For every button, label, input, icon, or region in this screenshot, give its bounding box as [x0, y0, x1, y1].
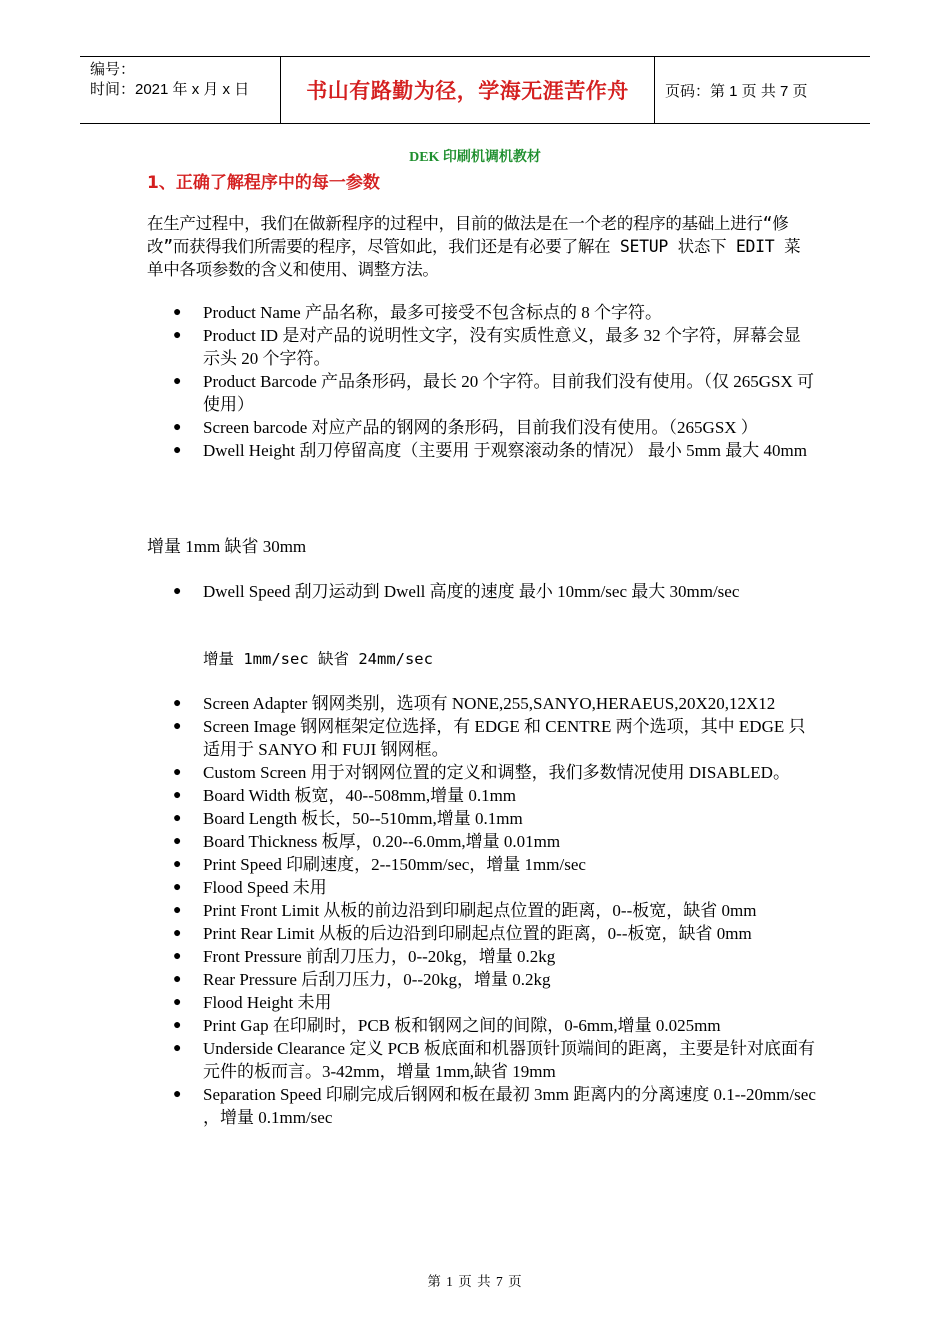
intro-paragraph: 在生产过程中，我们在做新程序的过程中，目前的做法是在一个老的程序的基础上进行“修改”而获得我们所需要的程序，尽管如此，我们还是有必要了解在 SETUP 状态下 EDIT 菜单中各项参数的含义和使用、调整方法。	[147, 214, 801, 279]
bullet-icon: ●	[173, 305, 182, 320]
list-item: ● Rear Pressure 后刮刀压力，0--20kg，增量 0.2kg	[173, 970, 551, 989]
list-item: ● Board Width 板宽，40--508mm,增量 0.1mm	[173, 786, 517, 805]
list-item: ● Product Barcode 产品条形码，最长 20 个字符。目前我们没有使用。（仅 265GSX 可使用）	[173, 372, 815, 414]
header-motto: 书山有路勤为径，学海无涯苦作舟	[281, 57, 655, 123]
bullet-icon: ●	[173, 788, 182, 803]
list-item: ● Dwell Height 刮刀停留高度（主要用 于观察滚动条的情况） 最小 5mm 最大 40mm	[173, 441, 807, 460]
list-item: ● Print Speed 印刷速度，2--150mm/sec，增量 1mm/sec	[173, 855, 586, 874]
bullet-icon: ●	[173, 995, 182, 1010]
document-header	[80, 56, 870, 124]
list-item: ● Print Gap 在印刷时，PCB 板和钢网之间的间隙，0-6mm,增量 0.025mm	[173, 1016, 721, 1035]
bullet-icon: ●	[173, 584, 182, 599]
bullet-icon: ●	[173, 328, 182, 343]
bullet-icon: ●	[173, 972, 182, 987]
bullet-icon: ●	[173, 1087, 182, 1102]
list-item: ● Dwell Speed 刮刀运动到 Dwell 高度的速度 最小 10mm/sec 最大 30mm/sec	[173, 582, 740, 601]
bullet-icon: ●	[173, 696, 182, 711]
list-item: ● Print Front Limit 从板的前边沿到印刷起点位置的距离，0--板宽，缺省 0mm	[173, 901, 757, 920]
list-item: ● Front Pressure 前刮刀压力，0--20kg，增量 0.2kg	[173, 947, 556, 966]
bullet-icon: ●	[173, 926, 182, 941]
header-page-info: 页码：第 1 页 共 7 页	[665, 82, 808, 100]
bullet-icon: ●	[173, 949, 182, 964]
bullet-icon: ●	[173, 903, 182, 918]
bullet-icon: ●	[173, 374, 182, 389]
list-item: ● Screen Image 钢网框架定位选择，有 EDGE 和 CENTRE 两个选项，其中 EDGE 只 适用于 SANYO 和 FUJI 钢网框。	[173, 717, 806, 759]
list-item: ● Print Rear Limit 从板的后边沿到印刷起点位置的距离，0--板宽，缺省 0mm	[173, 924, 752, 943]
list-item: ● Product ID 是对产品的说明性文字，没有实质性意义，最多 32 个字符，屏幕会显示头 20 个字符。	[173, 326, 801, 368]
list-item: ● Underside Clearance 定义 PCB 板底面和机器顶针顶端间的距离，主要是针对底面有元件的板而言。3-42mm，增量 1mm,缺省 19mm	[173, 1039, 815, 1081]
bullet-icon: ●	[173, 811, 182, 826]
parameter-list-3	[147, 692, 817, 1129]
list-item: ● Screen barcode 对应产品的钢网的条形码，目前我们没有使用。（265GSX ）	[173, 418, 758, 437]
parameter-list-1	[147, 301, 817, 462]
parameter-list-2	[147, 580, 817, 603]
bullet-icon: ●	[173, 834, 182, 849]
list-item: ● Board Thickness 板厚，0.20--6.0mm,增量 0.01mm	[173, 832, 561, 851]
list-item: ● Separation Speed 印刷完成后钢网和板在最初 3mm 距离内的分离速度 0.1--20mm/sec ，增量 0.1mm/sec	[173, 1085, 816, 1127]
dwell-speed-increment: 增量 1mm/sec 缺省 24mm/sec	[203, 650, 433, 668]
list-item: ● Product Name 产品名称，最多可接受不包含标点的 8 个字符。	[173, 303, 662, 322]
list-item: ● Custom Screen 用于对钢网位置的定义和调整，我们多数情况使用 DISABLED。	[173, 763, 790, 782]
bullet-icon: ●	[173, 1041, 182, 1056]
bullet-icon: ●	[173, 857, 182, 872]
bullet-icon: ●	[173, 765, 182, 780]
list-item: ● Flood Speed 未用	[173, 878, 327, 897]
dwell-height-increment: 增量 1mm 缺省 30mm	[147, 537, 307, 556]
bullet-icon: ●	[173, 420, 182, 435]
bullet-icon: ●	[173, 719, 182, 734]
bullet-icon: ●	[173, 443, 182, 458]
list-item: ● Board Length 板长，50--510mm,增量 0.1mm	[173, 809, 523, 828]
list-item: ● Screen Adapter 钢网类别，选项有 NONE,255,SANYO,HERAEUS,20X20,12X12	[173, 694, 776, 713]
section-heading: 1、正确了解程序中的每一参数	[147, 173, 380, 193]
bullet-icon: ●	[173, 880, 182, 895]
page-footer: 第 1 页 共 7 页	[427, 1274, 523, 1289]
list-item: ● Flood Height 未用	[173, 993, 332, 1012]
document-title: DEK 印刷机调机教材	[409, 150, 541, 165]
header-meta-cell	[80, 57, 281, 123]
document-time-label: 时间：2021 年 x 月 x 日	[90, 81, 250, 98]
bullet-icon: ●	[173, 1018, 182, 1033]
document-number-label: 编号：	[90, 61, 136, 78]
